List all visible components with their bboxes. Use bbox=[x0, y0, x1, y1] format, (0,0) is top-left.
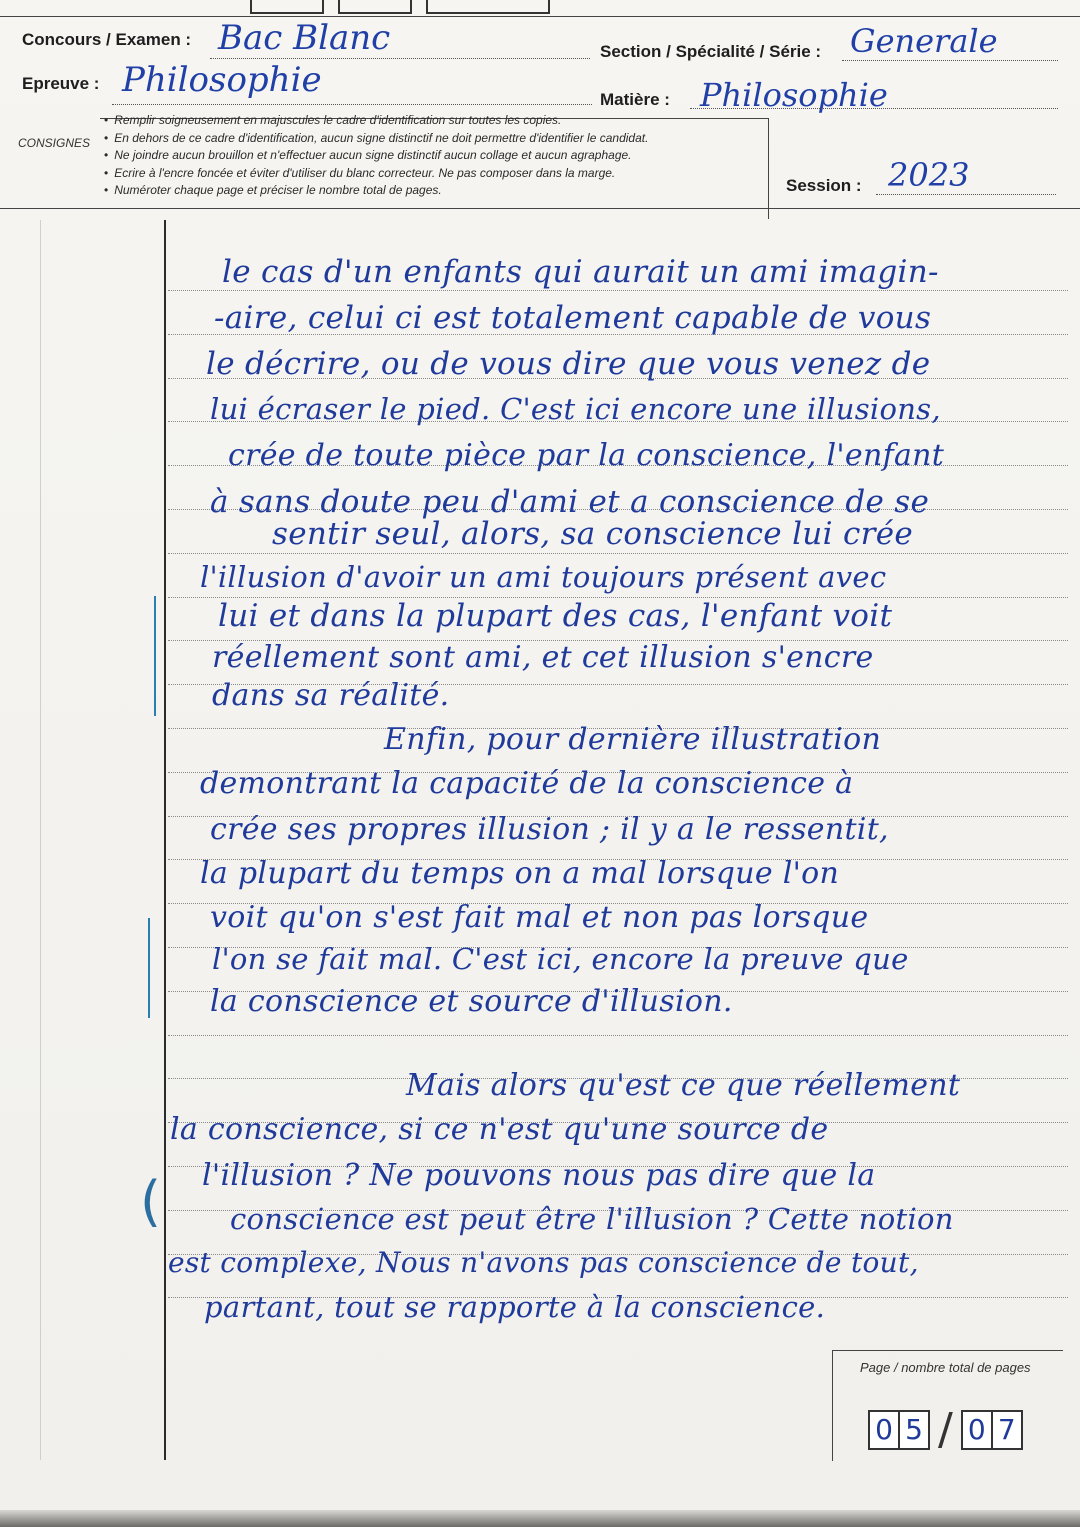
essay-line: conscience est peut être l'illusion ? Cette notion bbox=[230, 1202, 954, 1236]
essay-line: lui et dans la plupart des cas, l'enfant voit bbox=[218, 598, 893, 634]
section-value: Generale bbox=[850, 22, 998, 60]
margin-parenthesis: ( bbox=[140, 1170, 162, 1233]
consigne-item: • En dehors de ce cadre d'identification, aucun signe distinctif ne doit permettre d'identifier le candidat. bbox=[104, 130, 648, 148]
consigne-item: • Ecrire à l'encre foncée et éviter d'utiliser du blanc correcteur. Ne pas composer dans la marge. bbox=[104, 165, 648, 183]
essay-line: est complexe, Nous n'avons pas conscience de tout, bbox=[168, 1246, 919, 1279]
session-label: Session : bbox=[786, 176, 862, 195]
epreuve-value: Philosophie bbox=[122, 60, 322, 100]
section-dots bbox=[842, 60, 1058, 61]
page-number bbox=[868, 1404, 1021, 1455]
section-label: Section / Spécialité / Série : bbox=[600, 42, 822, 61]
page-number-label: Page / nombre total de pages bbox=[860, 1360, 1031, 1375]
consignes-list bbox=[104, 112, 648, 200]
essay-line: dans sa réalité. bbox=[212, 678, 450, 713]
essay-line: -aire, celui ci est totalement capable de vous bbox=[214, 300, 932, 336]
essay-line: Mais alors qu'est ce que réellement bbox=[406, 1068, 961, 1103]
matiere-label: Matière : bbox=[600, 90, 670, 109]
concours-label: Concours / Examen : bbox=[22, 30, 192, 49]
scan-edge bbox=[0, 1510, 1080, 1527]
concours-value: Bac Blanc bbox=[218, 18, 391, 58]
consigne-item: • Remplir soigneusement en majuscules le cadre d'identification sur toutes les copies. bbox=[104, 112, 648, 130]
session-dots bbox=[876, 194, 1056, 195]
essay-line: l'illusion ? Ne pouvons nous pas dire que la bbox=[202, 1158, 876, 1193]
session-value: 2023 bbox=[888, 156, 970, 194]
essay-line: voit qu'on s'est fait mal et non pas lorsque bbox=[210, 900, 869, 935]
consigne-item: • Ne joindre aucun brouillon et n'effectuer aucun signe distinctif aucun collage et aucun agraphage. bbox=[104, 147, 648, 165]
ruled-line bbox=[168, 553, 1068, 554]
total-digit: 7 bbox=[991, 1410, 1023, 1450]
epreuve-label: Epreuve : bbox=[22, 74, 100, 93]
essay-line: crée de toute pièce par la conscience, l'enfant bbox=[228, 438, 945, 473]
essay-line: le cas d'un enfants qui aurait un ami imagin- bbox=[222, 254, 939, 290]
essay-line: la plupart du temps on a mal lorsque l'on bbox=[200, 856, 840, 891]
page-digit: 0 bbox=[868, 1410, 900, 1450]
matiere-value: Philosophie bbox=[700, 76, 888, 114]
header-bottom-rule bbox=[0, 208, 1080, 209]
essay-line: l'illusion d'avoir un ami toujours présent avec bbox=[200, 560, 887, 594]
essay-line: la conscience et source d'illusion. bbox=[210, 984, 733, 1019]
page-slash: / bbox=[938, 1404, 953, 1455]
matiere-dots bbox=[690, 108, 1058, 109]
essay-line: réellement sont ami, et cet illusion s'encre bbox=[212, 640, 874, 675]
essay-line: Enfin, pour dernière illustration bbox=[384, 722, 882, 757]
epreuve-dots bbox=[112, 104, 592, 105]
page-digit: 5 bbox=[898, 1410, 930, 1450]
total-digit: 0 bbox=[961, 1410, 993, 1450]
essay-line: lui écraser le pied. C'est ici encore une illusions, bbox=[210, 392, 941, 426]
essay-line: le décrire, ou de vous dire que vous venez de bbox=[206, 346, 931, 382]
consigne-item: • Numéroter chaque page et préciser le nombre total de pages. bbox=[104, 182, 648, 200]
essay-line: à sans doute peu d'ami et a conscience de se bbox=[210, 484, 930, 520]
ruled-line bbox=[168, 1035, 1068, 1036]
header-top-rule bbox=[0, 16, 1080, 17]
top-id-boxes bbox=[250, 0, 550, 16]
ruled-line bbox=[168, 290, 1068, 291]
essay-line: la conscience, si ce n'est qu'une source de bbox=[170, 1112, 829, 1147]
essay-line: l'on se fait mal. C'est ici, encore la preuve que bbox=[212, 942, 909, 976]
concours-dots bbox=[210, 58, 590, 59]
margin-mark bbox=[148, 918, 150, 1018]
consignes-label: CONSIGNES bbox=[18, 136, 91, 150]
essay-line: demontrant la capacité de la conscience à bbox=[200, 766, 854, 801]
essay-line: partant, tout se rapporte à la conscience. bbox=[204, 1290, 826, 1324]
margin-line bbox=[164, 220, 166, 1460]
margin-mark bbox=[154, 596, 156, 716]
essay-line: sentir seul, alors, sa conscience lui crée bbox=[272, 516, 914, 552]
essay-line: crée ses propres illusion ; il y a le ressentit, bbox=[210, 812, 889, 847]
left-guide-line bbox=[40, 220, 41, 1460]
